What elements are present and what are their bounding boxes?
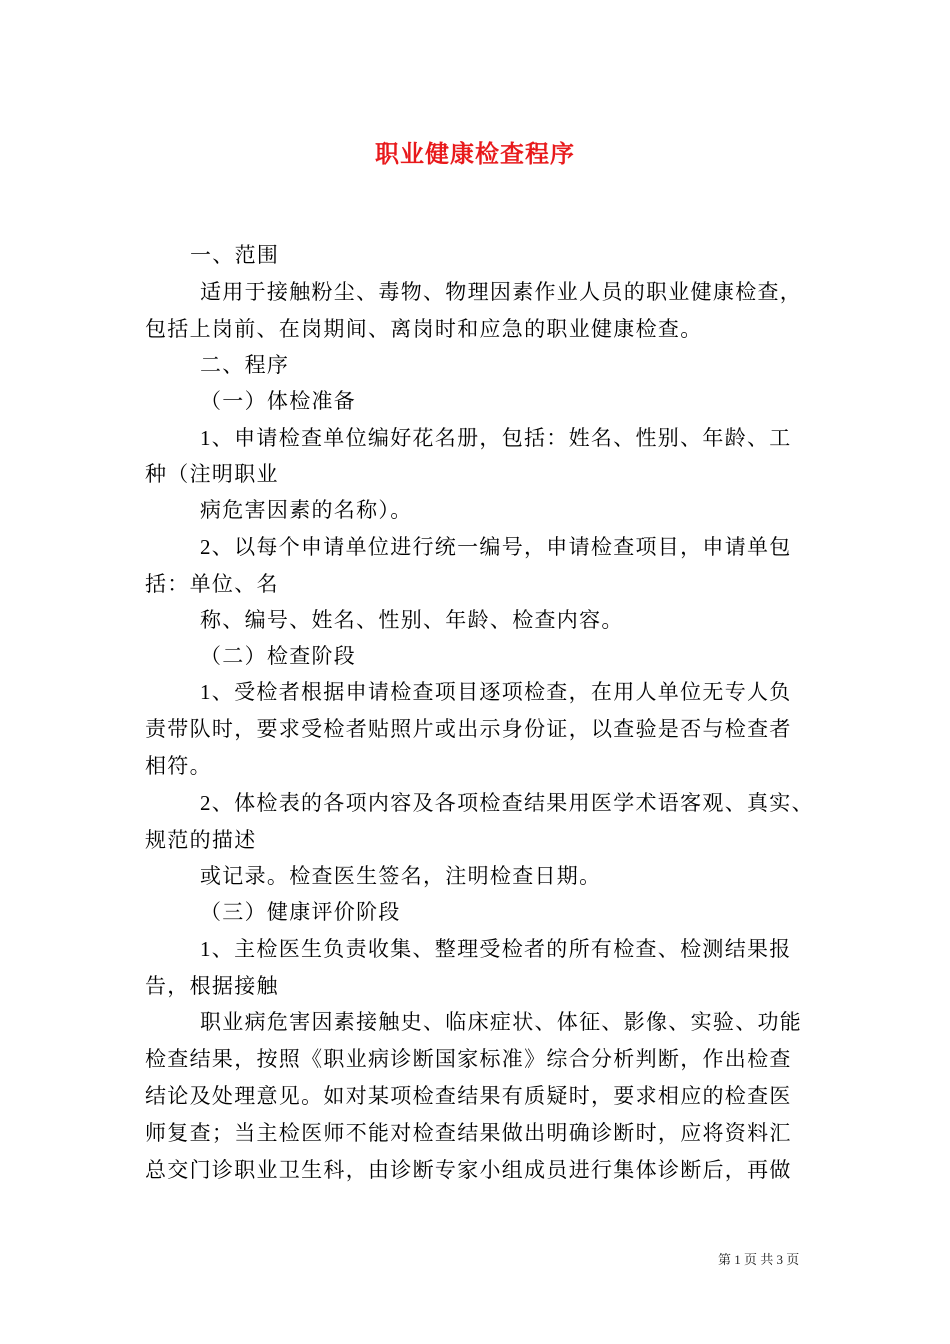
paragraph-line: 检查结果，按照《职业病诊断国家标准》综合分析判断，作出检查 xyxy=(145,1047,792,1071)
subsection-heading: （三）健康评价阶段 xyxy=(200,900,401,924)
paragraph-line: 或记录。检查医生签名，注明检查日期。 xyxy=(200,864,602,888)
paragraph-line: 1、受检者根据申请检查项目逐项检查，在用人单位无专人负 xyxy=(200,680,792,704)
paragraph-line: 总交门诊职业卫生科，由诊断专家小组成员进行集体诊断后，再做 xyxy=(145,1158,792,1182)
page-number-footer: 第 1 页 共 3 页 xyxy=(718,1252,800,1267)
paragraph-line: 职业病危害因素接触史、临床症状、体征、影像、实验、功能 xyxy=(200,1010,803,1034)
paragraph-line: 结论及处理意见。如对某项检查结果有质疑时，要求相应的检查医 xyxy=(145,1084,792,1108)
paragraph-line: 2、体检表的各项内容及各项检查结果用医学术语客观、真实、 xyxy=(200,791,814,815)
paragraph-line: 责带队时，要求受检者贴照片或出示身份证，以查验是否与检查者 xyxy=(145,717,792,741)
paragraph-line: 适用于接触粉尘、毒物、物理因素作业人员的职业健康检查， xyxy=(200,280,803,304)
subsection-heading: （二）检查阶段 xyxy=(200,644,357,668)
paragraph-line: 1、申请检查单位编好花名册，包括：姓名、性别、年龄、工 xyxy=(200,426,792,450)
paragraph-line: 1、主检医生负责收集、整理受检者的所有检查、检测结果报 xyxy=(200,937,792,961)
paragraph-line: 包括上岗前、在岗期间、离岗时和应急的职业健康检查。 xyxy=(145,317,703,341)
paragraph-line: 规范的描述 xyxy=(145,828,257,852)
paragraph-line: 病危害因素的名称）。 xyxy=(200,498,413,522)
paragraph-line: 括：单位、名 xyxy=(145,572,279,596)
paragraph-line: 称、编号、姓名、性别、年龄、检查内容。 xyxy=(200,608,624,632)
paragraph-line: 师复查；当主检医师不能对检查结果做出明确诊断时，应将资料汇 xyxy=(145,1121,792,1145)
paragraph-line: 2、以每个申请单位进行统一编号，申请检查项目，申请单包 xyxy=(200,535,792,559)
subsection-heading: （一）体检准备 xyxy=(200,389,357,413)
paragraph-line: 告，根据接触 xyxy=(145,974,279,998)
paragraph-line: 种（注明职业 xyxy=(145,462,279,486)
document-title: 职业健康检查程序 xyxy=(375,142,575,168)
paragraph-line: 相符。 xyxy=(145,754,212,778)
section-heading: 一、范围 xyxy=(190,243,280,267)
section-heading: 二、程序 xyxy=(200,353,290,377)
